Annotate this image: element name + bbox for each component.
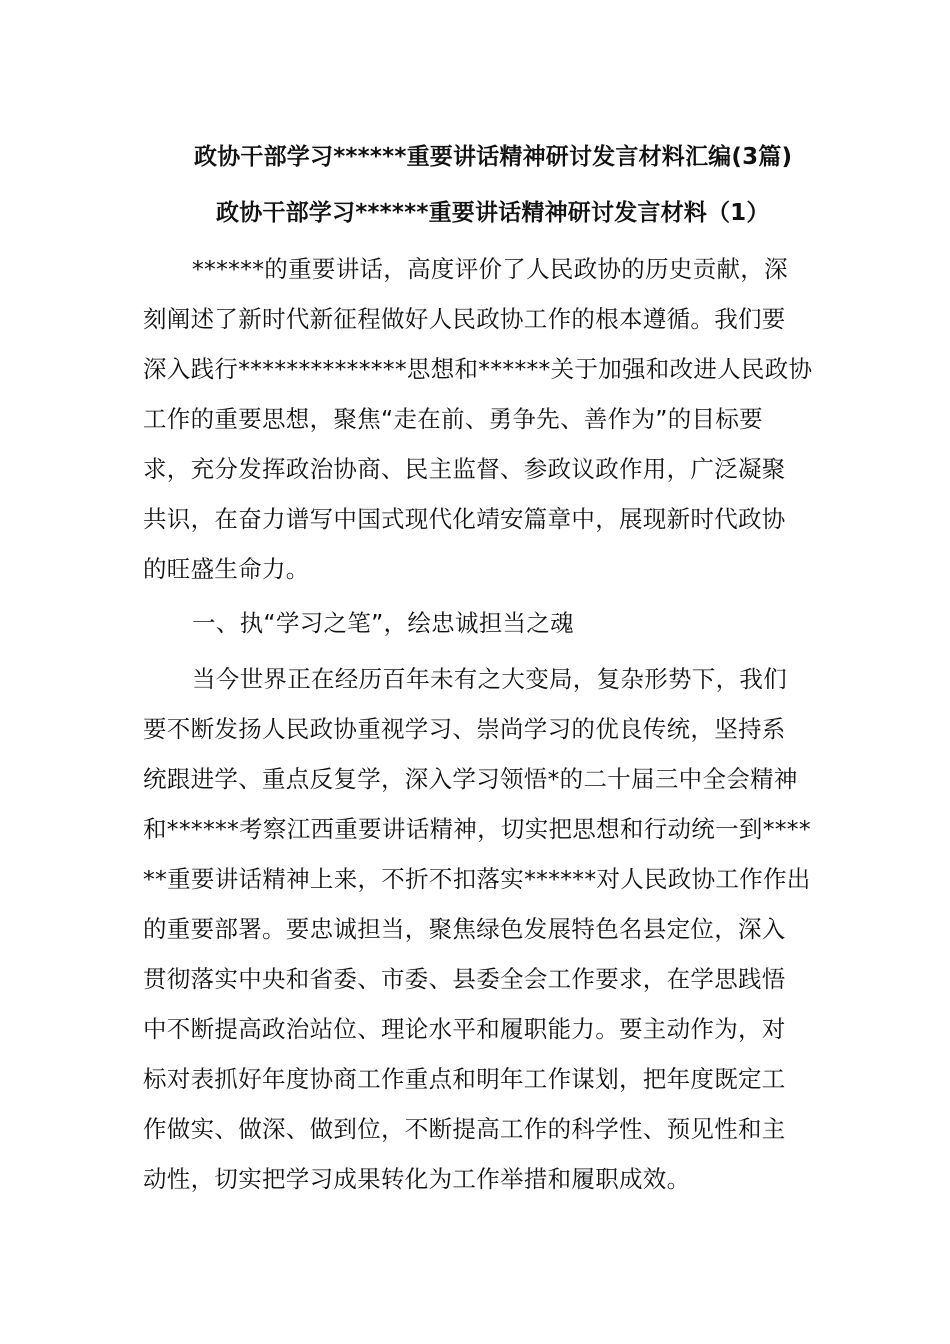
paragraph1-line: 深入践行**************思想和******关于加强和改进人民政协 [143,355,813,383]
paragraph1-line: 共识，在奋力谱写中国式现代化靖安篇章中，展现新时代政协 [143,505,786,533]
paragraph1-line: 的旺盛生命力。 [143,555,310,583]
paragraph2-line: 贯彻落实中央和省委、市委、县委全会工作要求，在学思践悟 [143,965,786,993]
paragraph1-line: 刻阐述了新时代新征程做好人民政协工作的根本遵循。我们要 [143,305,786,333]
document-title: 政协干部学习******重要讲话精神研讨发言材料汇编(3篇) [194,144,793,170]
paragraph1-line: ******的重要讲话，高度评价了人民政协的历史贡献，深 [192,255,788,283]
paragraph2-line: 的重要部署。要忠诚担当，聚焦绿色发展特色名县定位，深入 [143,915,786,943]
paragraph2-line: 作做实、做深、做到位，不断提高工作的科学性、预见性和主 [143,1115,786,1143]
paragraph2-line: 当今世界正在经历百年未有之大变局，复杂形势下，我们 [192,665,787,693]
paragraph1-line: 求，充分发挥政治协商、民主监督、参政议政作用，广泛凝聚 [143,455,786,483]
paragraph2-line: 中不断提高政治站位、理论水平和履职能力。要主动作为，对 [143,1015,786,1043]
paragraph2-line: **重要讲话精神上来，不折不扣落实******对人民政协工作作出 [143,865,811,893]
paragraph2-line: 统跟进学、重点反复学，深入学习领悟*的二十届三中全会精神 [143,765,798,793]
paragraph2-line: 动性，切实把学习成果转化为工作举措和履职成效。 [143,1165,691,1193]
paragraph1-line: 工作的重要思想，聚焦“走在前、勇争先、善作为”的目标要 [143,405,763,433]
paragraph2-line: 和******考察江西重要讲话精神，切实把思想和行动统一到**** [143,815,811,843]
section-heading: 一、执“学习之笔”，绘忠诚担当之魂 [192,609,574,637]
paragraph2-line: 标对表抓好年度协商工作重点和明年工作谋划，把年度既定工 [143,1065,786,1093]
document-subtitle: 政协干部学习******重要讲话精神研讨发言材料（1） [216,200,770,226]
paragraph2-line: 要不断发扬人民政协重视学习、崇尚学习的优良传统，坚持系 [143,715,786,743]
